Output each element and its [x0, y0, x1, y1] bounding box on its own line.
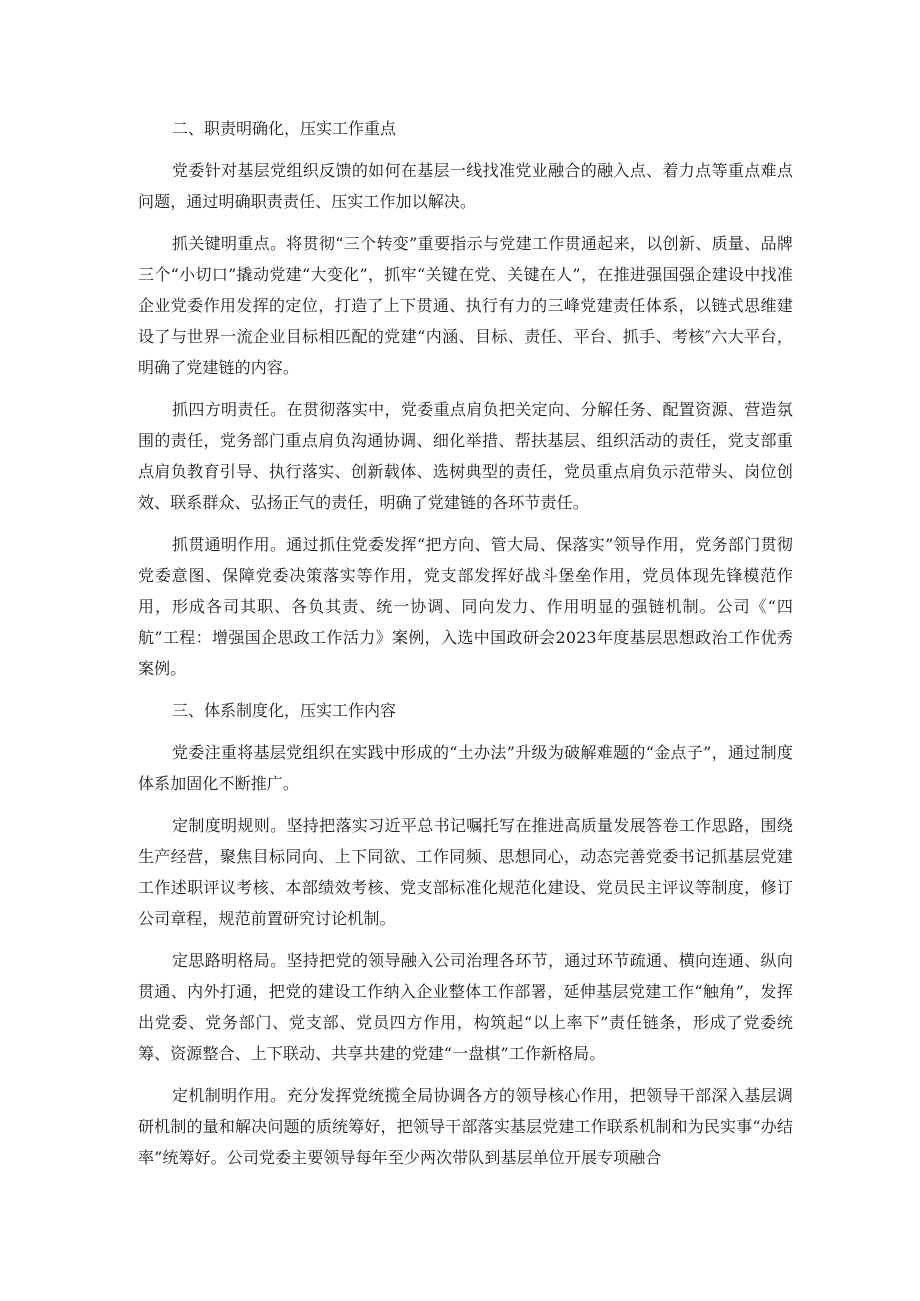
paragraph-key-points: 抓关键明重点。将贯彻“三个转变”重要指示与党建工作贯通起来，以创新、质量、品牌三个“小切口”撬动党建“大变化”，抓牢“关键在党、关键在人”，在推进强国强企建设中找准企业党委作用发挥的定位，打造了上下贯通、执行有力的三峰党建责任体系，以链式思维建设了与世界一流企业目标相匹配的党建“内涵、目标、责任、平台、抓手、考核″六大平台，明确了党建链的内容。 [138, 234, 793, 377]
paragraph-intro-2: 党委针对基层党组织反馈的如何在基层一线找准党业融合的融入点、着力点等重点难点问题，通过明确职责责任、压实工作加以解决。 [138, 161, 793, 211]
document-body [138, 113, 793, 1184]
paragraph-connect: 抓贯通明作用。通过抓住党委发挥“把方向、管大局、保落实”领导作用，党务部门贯彻党委意图、保障党委决策落实等作用，党支部发挥好战斗堡垒作用，党员体现先锋模范作用，形成各司其职、各负其责、统一协调、同向发力、作用明显的强链机制。公司《“四航”工程：增强国企思政工作活力》案例，入选中国政研会2023年度基层思想政治工作优秀案例。 [138, 535, 793, 678]
paragraph-mechanism: 定机制明作用。充分发挥党统揽全局协调各方的领导核心作用，把领导干部深入基层调研机制的量和解决问题的质统筹好，把领导干部落实基层党建工作联系机制和为民实事“办结率”统筹好。公司党委主要领导每年至少两次带队到基层单位开展专项融合 [138, 1086, 793, 1167]
paragraph-rules: 定制度明规则。坚持把落实习近平总书记嘱托写在推进高质量发展答卷工作思路，围绕生产经营，聚焦目标同向、上下同欲、工作同频、思想同心，动态完善党委书记抓基层党建工作述职评议考核、本部绩效考核、党支部标准化规范化建设、党员民主评议等制度，修订公司章程，规范前置研究讨论机制。 [138, 816, 793, 928]
paragraph-layout: 定思路明格局。坚持把党的领导融入公司治理各环节，通过环节疏通、横向连通、纵向贯通、内外打通，把党的建设工作纳入企业整体工作部署，延伸基层党建工作“触角”，发挥出党委、党务部门、党支部、党员四方作用，构筑起“以上率下”责任链条，形成了党委统筹、资源整合、上下联动、共享共建的党建“一盘棋”工作新格局。 [138, 951, 793, 1063]
paragraph-intro-3: 党委注重将基层党组织在实践中形成的“土办法”升级为破解难题的“金点子”，通过制度体系加固化不断推广。 [138, 743, 793, 793]
paragraph-four-sides: 抓四方明责任。在贯彻落实中，党委重点肩负把关定向、分解任务、配置资源、营造氛围的责任，党务部门重点肩负沟通协调、细化举措、帮扶基层、组织活动的责任，党支部重点肩负教育引导、执行落实、创新载体、选树典型的责任，党员重点肩负示范带头、岗位创效、联系群众、弘扬正气的责任，明确了党建链的各环节责任。 [138, 400, 793, 512]
section-heading-2: 二、职责明确化，压实工作重点 [172, 119, 397, 138]
section-heading-3: 三、体系制度化，压实工作内容 [172, 701, 397, 720]
